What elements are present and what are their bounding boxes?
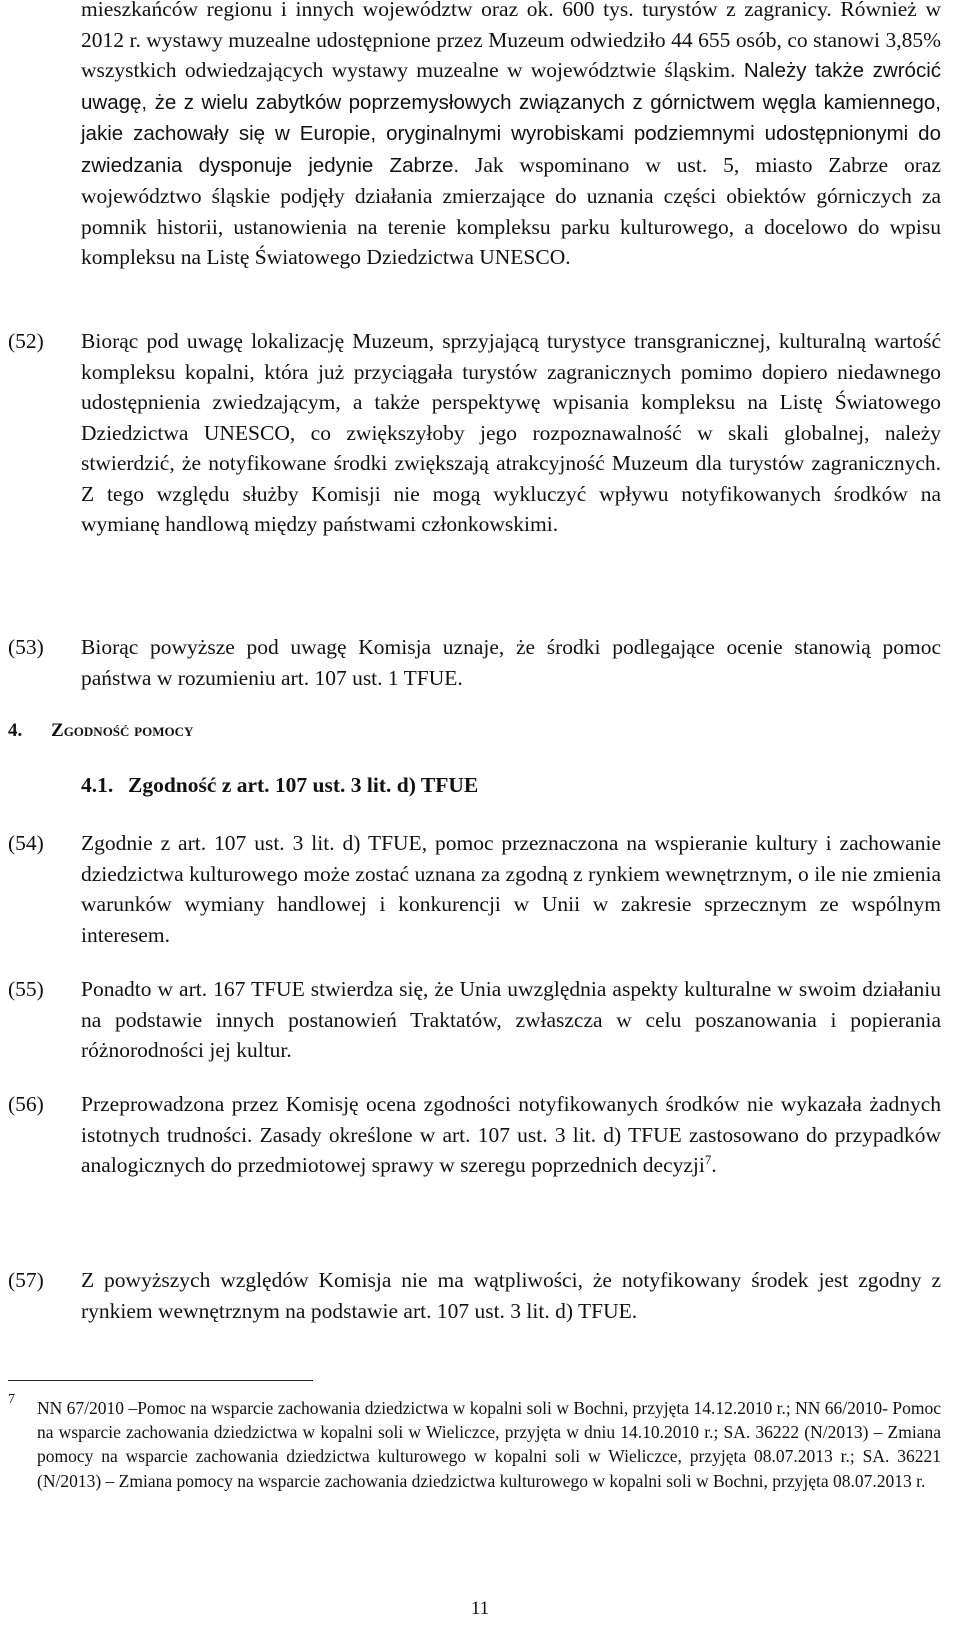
section-heading [8,716,193,746]
continued-paragraph [81,0,941,273]
section-title-rest: godność pomocy [63,720,194,741]
section-title-first-letter: Z [51,720,64,741]
paragraph-text: Zgodnie z art. 107 ust. 3 lit. d) TFUE, pomoc przeznaczona na wspieranie kultury i zachowanie dziedzictwa kulturowego może zostać uznana za zgodną z rynkiem wewnętrznym, o ile nie zmienia warunków wymiany handlowej i konkurencji w Unii w zakresie sprzecznym ze wspólnym interesem. [81,831,941,947]
subsection-number: 4.1. [81,773,114,797]
continued-text-part2: Należy także zwrócić uwagę, że z wielu zabytków poprzemysłowych związanych z górnictwem węgla kamiennego, jakie zachowały się w Europie, oryginalnymi wyrobiskami podziemnymi udostępnionymi do zwiedzania dysponuje jedynie Zabrze. [81,59,942,177]
footnote-separator [8,1380,313,1381]
paragraph-number: (54) [8,831,44,855]
continued-text-part3: Jak wspominano w ust. 5, miasto Zabrze oraz województwo śląskie podjęły działania zmierzające do uznania części obiektów górniczych za pomnik historii, ustanowienia na terenie kompleksu parku kulturowego, a docelowo do wpisu kompleksu na Listę Światowego Dziedzictwa UNESCO. [81,152,942,269]
subsection-heading [81,770,478,800]
paragraph-text-end: . [711,1153,717,1177]
paragraph-number: (53) [8,635,44,659]
paragraph-number: (55) [8,977,44,1001]
footnote-text: NN 67/2010 –Pomoc na wsparcie zachowania dziedzictwa w kopalni soli w Bochni, przyjęta 14.12.2010 r.; NN 66/2010- Pomoc na wsparcie zachowania dziedzictwa w kopalni soli w Wieliczce, przyjęta w dniu 14.10.2010 r.; SA. 36222 (N/2013) – Zmiana pomocy na wsparcie zachowania dziedzictwa kulturowego w kopalni soli w Wieliczce, przyjęta 08.07.2013 r.; SA. 36221 (N/2013) – Zmiana pomocy na wsparcie zachowania dziedzictwa kulturowego w kopalni soli w Bochni, przyjęta 08.07.2013 r. [37,1398,941,1491]
paragraph-text [81,1089,941,1181]
paragraph-text-body: Przeprowadzona przez Komisję ocena zgodności notyfikowanych środków nie wykazała żadnych istotnych trudności. Zasady określone w art. 107 ust. 3 lit. d) TFUE zastosowano do przypadków analogicznych do przedmiotowej sprawy w szeregu poprzednich decyzji [81,1092,941,1177]
page-number: 11 [470,1598,490,1619]
paragraph-text: Ponadto w art. 167 TFUE stwierdza się, że Unia uwzględnia aspekty kulturalne w swoim działaniu na podstawie innych postanowień Traktatów, zwłaszcza w celu poszanowania i popierania różnorodności jej kultur. [81,977,941,1062]
footnote-number: 7 [8,1392,15,1407]
paragraph-text: Z powyższych względów Komisja nie ma wątpliwości, że notyfikowany środek jest zgodny z rynkiem wewnętrznym na podstawie art. 107 ust. 3 lit. d) TFUE. [81,1268,941,1323]
paragraph-number: (57) [8,1268,44,1292]
paragraph-number: (56) [8,1092,44,1116]
footnote-reference[interactable]: 7 [704,1152,712,1167]
paragraph-number: (52) [8,329,44,353]
paragraph-text: Biorąc powyższe pod uwagę Komisja uznaje, że środki podlegające ocenie stanowią pomoc państwa w rozumieniu art. 107 ust. 1 TFUE. [81,635,941,690]
subsection-title: Zgodność z art. 107 ust. 3 lit. d) TFUE [128,773,479,797]
continued-text-part1: mieszkańców regionu i innych województw oraz ok. 600 tys. turystów z zagranicy. Również w 2012 r. wystawy muzealne udostępnione przez Muzeum odwiedziło 44 655 osób, co stanowi 3,85% wszystkich odwiedzających wystawy muzealne w województwie śląskim. [81,0,941,82]
paragraph-text: Biorąc pod uwagę lokalizację Muzeum, sprzyjającą turystyce transgranicznej, kulturalną wartość kompleksu kopalni, która już przyciągała turystów zagranicznych pomimo dopiero niedawnego udostępnienia zwiedzającym, a także perspektywę wpisania kompleksu na Listę Światowego Dziedzictwa UNESCO, co zwiększyłoby jego rozpoznawalność w skali globalnej, należy stwierdzić, że notyfikowane środki zwiększają atrakcyjność Muzeum dla turystów zagranicznych. Z tego względu służby Komisji nie mogą wykluczyć wpływu notyfikowanych środków na wymianę handlową między państwami członkowskimi. [81,329,941,536]
section-number: 4. [8,720,23,741]
